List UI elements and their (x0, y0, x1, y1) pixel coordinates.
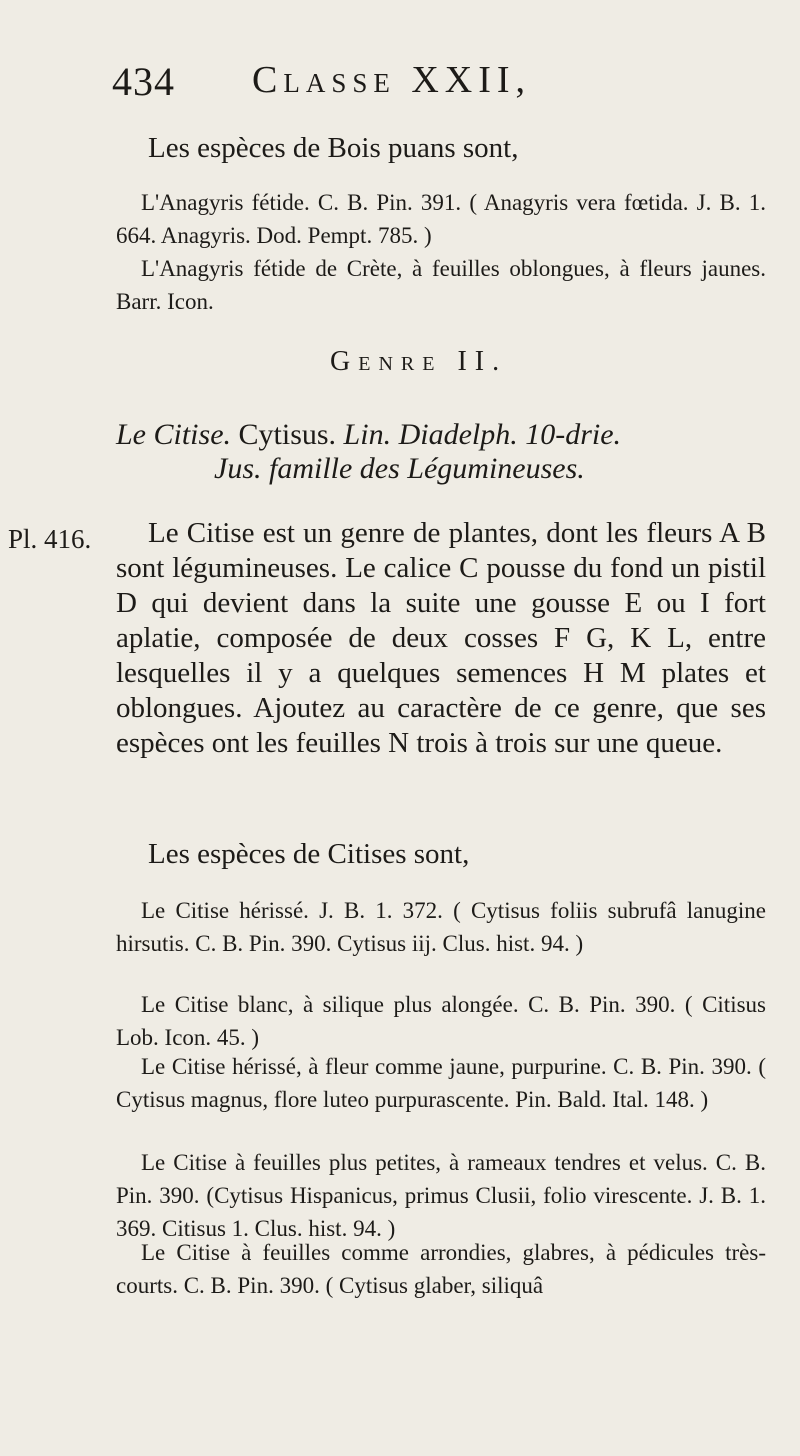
section-heading-citises: Les espèces de Citises sont, (148, 838, 470, 870)
genre-description: Le Citise est un genre de plantes, dont les fleurs A B sont légumineuses. Le calice C pousse du fond un pistil D qui devient dans la suite une gousse E ou I fort aplatie, composée de deux cosses F G, K L, entre lesquelles il y a quelques semences H M plates et oblongues. Ajoutez au caractère de ce genre, que ses espèces ont les feuilles N trois à trois sur une queue. (116, 517, 766, 759)
species-entry: Le Citise blanc, à silique plus alongée. C. B. Pin. 390. ( Citisus Lob. Icon. 45. ) (116, 992, 766, 1050)
genre-family-line (214, 452, 585, 486)
page-number: 434 (112, 59, 175, 104)
species-entry: L'Anagyris fétide. C. B. Pin. 391. ( Anagyris vera fœtida. J. B. 1. 664. Anagyris. Dod. Pempt. 785. ) (116, 190, 766, 248)
genre-name-line (116, 418, 621, 452)
genre-family: Jus. famille des Légumineuses. (214, 452, 585, 485)
genre-latin-name: Cytisus. (238, 418, 337, 451)
section-heading-bois-puans: Les espèces de Bois puans sont, (148, 132, 519, 164)
genre-title: Genre II. (330, 346, 508, 377)
plate-reference: Pl. 416. (8, 524, 92, 554)
page-header (112, 58, 800, 118)
species-entry: Le Citise hérissé, à fleur comme jaune, purpurine. C. B. Pin. 390. ( Cytisus magnus, flore luteo purpurascente. Pin. Bald. Ital. 148. ) (116, 1054, 766, 1112)
species-entry: Le Citise hérissé. J. B. 1. 372. ( Cytisus foliis subrufâ lanugine hirsutis. C. B. Pin. 390. Cytisus iij. Clus. hist. 94. ) (116, 898, 766, 956)
species-entry: Le Citise à feuilles plus petites, à rameaux tendres et velus. C. B. Pin. 390. (Cytisus Hispanicus, primus Clusii, folio virescente. J. B. 1. 369. Citisus 1. Clus. hist. 94. ) (116, 1150, 766, 1241)
species-entry: Le Citise à feuilles comme arrondies, glabres, à pédicules très-courts. C. B. Pin. 390. ( Cytisus glaber, siliquâ (116, 1240, 766, 1298)
species-entry: L'Anagyris fétide de Crète, à feuilles oblongues, à fleurs jaunes. Barr. Icon. (116, 256, 766, 314)
genre-classification: Lin. Diadelph. 10-drie. (343, 418, 622, 451)
class-title: Classe XXII, (252, 59, 532, 101)
genre-name: Le Citise. (116, 418, 232, 451)
